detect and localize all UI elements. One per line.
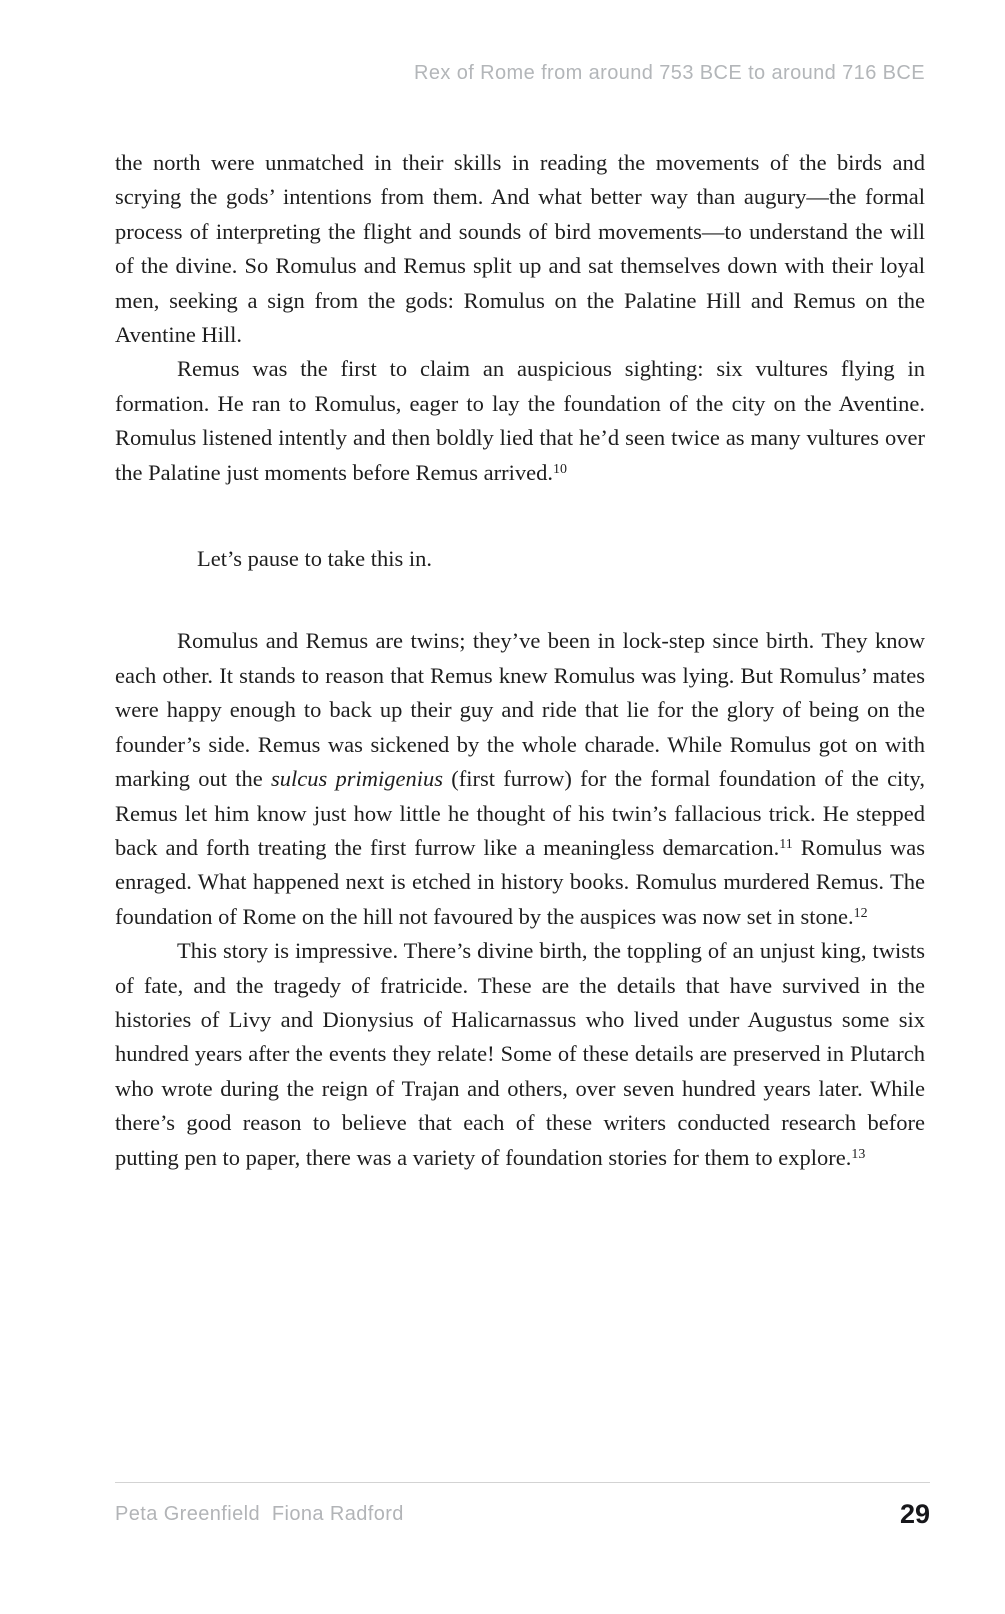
footnote-reference: 12 xyxy=(853,905,868,921)
text-run: Remus was the first to claim an auspicious sighting: six vultures flying in formation. He ran to Romulus, eager to lay the foundation of the city on the Aventine. Romulus listened intently and then boldly lied that he’d seen twice as many vultures over the Palatine just moments before Remus arrived. xyxy=(115,356,925,485)
text-run: Romulus and Remus are twins; they’ve been in lock-step since birth. They know each other. It stands to reason that Remus knew Romulus was lying. But Romulus’ mates were happy enough to back up their guy and ride that lie for the glory of being on the founder’s side. Remus was sickened by the whole charade. While Romulus got on with marking out the xyxy=(115,628,925,792)
body-text xyxy=(115,146,925,1175)
running-header: Rex of Rome from around 753 BCE to around 716 BCE xyxy=(414,62,925,84)
paragraph-pause xyxy=(115,542,925,576)
footer-divider xyxy=(115,1482,930,1483)
paragraph-twins xyxy=(115,624,925,934)
text-run: the north were unmatched in their skills in reading the movements of the birds and scrying the gods’ intentions from them. And what better way than augury—the formal process of interpreting the flight and sounds of bird movements—to understand the will of the divine. So Romulus and Remus split up and sat themselves down with their loyal men, seeking a sign from the gods: Romulus on the Palatine Hill and Remus on the Aventine Hill. xyxy=(115,150,925,348)
text-run: Romulus was enraged. What happened next is etched in history books. Romulus murdered Remus. The foundation of Rome on the hill not favoured by the auspices was now set in stone. xyxy=(115,834,925,929)
text-run: This story is impressive. There’s divine birth, the toppling of an unjust king, twists of fate, and the tragedy of fratricide. These are the details that have survived in the histories of Livy and Dionysius of Halicarnassus who lived under Augustus some six hundred years after the events they relate! Some of these details are preserved in Plutarch who wrote during the reign of Trajan and others, over seven hundred years later. While there’s good reason to believe that each of these writers conducted research before putting pen to paper, there was a variety of foundation stories for them to explore. xyxy=(115,938,925,1170)
text-run: Let’s pause to take this in. xyxy=(197,546,432,572)
footnote-reference: 11 xyxy=(779,836,793,852)
text-run: sulcus primigenius xyxy=(270,766,443,792)
footnote-reference: 13 xyxy=(851,1146,866,1162)
paragraph-auspicious-sighting xyxy=(115,352,925,490)
paragraph-continuation xyxy=(115,146,925,352)
footer-authors: Peta Greenfield Fiona Radford xyxy=(115,1503,404,1525)
footnote-reference: 10 xyxy=(553,461,567,477)
page-number: 29 xyxy=(899,1499,930,1529)
text-run: (first furrow) for the formal foundation of the city, Remus let him know just how little he thought of his twin’s fallacious trick. He stepped back and forth treating the first furrow like a meaningless demarcation. xyxy=(115,766,925,860)
paragraph-story-impressive xyxy=(115,934,925,1175)
